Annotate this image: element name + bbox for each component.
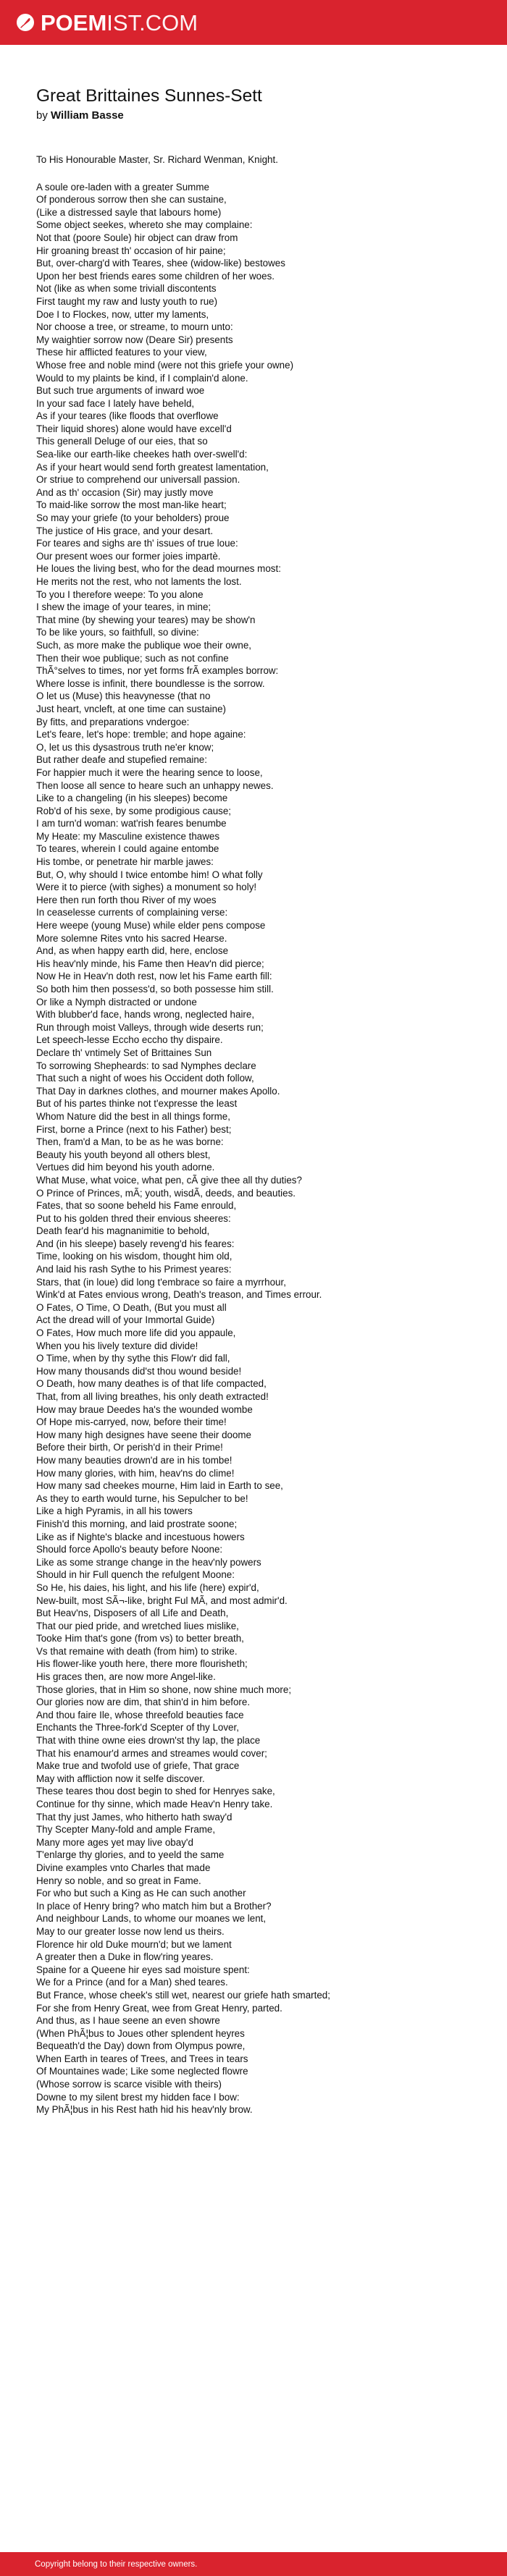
poem-line: Should in hir Full quench the refulgent Moone: xyxy=(36,1569,235,1581)
poem-line: Whom Nature did the best in all things forme, xyxy=(36,1110,230,1122)
poem-content xyxy=(36,85,478,2116)
poem-line: His flower-like youth here, there more flourisheth; xyxy=(36,1658,248,1670)
poem-line: How many thousands did'st thou wound beside! xyxy=(36,1365,242,1377)
poem-line: Our glories now are dim, that shin'd in him before. xyxy=(36,1697,251,1708)
poem-line: When Earth in teares of Trees, and Trees in tears xyxy=(36,2053,248,2064)
poem-line: So both him then possess'd, so both possesse him still. xyxy=(36,984,274,994)
poem-line: My PhÃ¦bus in his Rest hath hid his heav'nly brow. xyxy=(36,2104,253,2116)
poem-line: Run through moist Valleys, through wide deserts run; xyxy=(36,1021,264,1033)
poem-line: With blubber'd face, hands wrong, neglected haire, xyxy=(36,1009,255,1021)
poem-line: Let speech-lesse Eccho eccho thy dispaire. xyxy=(36,1034,223,1046)
poem-line: Nor choose a tree, or streame, to mourn unto: xyxy=(36,321,233,333)
poem-line: How many high designes have seene their doome xyxy=(36,1429,252,1440)
footer-copyright: Copyright belong to their respective owners. xyxy=(35,2559,198,2569)
site-header xyxy=(0,0,507,45)
poem-line: Like as some strange change in the heav'nly powers xyxy=(36,1556,261,1568)
poem-line: How many glories, with him, heav'ns do clime! xyxy=(36,1467,235,1479)
poem-line: In your sad face I lately have beheld, xyxy=(36,397,195,409)
poem-line: Now He in Heav'n doth rest, now let his Fame earth fill: xyxy=(36,971,272,982)
poem-line: May to our greater losse now lend us theirs. xyxy=(36,1925,225,1937)
poem-line: And thus, as I haue seene an even showre xyxy=(36,2015,220,2027)
poem-line: For who but such a King as He can such another xyxy=(36,1888,246,1899)
poem-line: That with thine owne eies drown'st thy lap, the place xyxy=(36,1735,261,1747)
poem-line: That his enamour'd armes and streames would cover; xyxy=(36,1747,267,1759)
poem-dedication: To His Honourable Master, Sr. Richard Wenman, Knight. xyxy=(36,154,278,165)
poem-line: Then loose all sence to heare such an unhappy newes. xyxy=(36,780,274,791)
poem-line: Hir groaning breast th' occasion of hir paine; xyxy=(36,245,226,256)
poem-line: Would to my plaints be kind, if I complain'd alone. xyxy=(36,372,248,384)
poem-line: I shew the image of your teares, in mine; xyxy=(36,601,211,613)
poem-line: That, from all living breathes, his only death extracted! xyxy=(36,1391,269,1402)
poem-line: To be like yours, so faithfull, so divine: xyxy=(36,627,199,638)
poem-line: May with affliction now it selfe discover. xyxy=(36,1773,205,1784)
poem-line: Like as if Nighte's blacke and incestuous howers xyxy=(36,1531,245,1542)
site-footer xyxy=(0,2552,507,2576)
poem-line: That Day in darknes clothes, and mourner makes Apollo. xyxy=(36,1085,280,1097)
poem-line: Such, as more make the publique woe their owne, xyxy=(36,639,251,651)
poem-line: (Like a distressed sayle that labours home) xyxy=(36,206,222,218)
poem-line: Downe to my silent brest my hidden face I bow: xyxy=(36,2091,240,2103)
poem-line: And laid his rash Sythe to his Primest yeares: xyxy=(36,1264,232,1275)
poem-line: Vertues did him beyond his youth adorne. xyxy=(36,1162,215,1173)
poem-line: Here then run forth thou River of my woes xyxy=(36,894,217,905)
poem-line: Where losse is infinit, there boundlesse is the sorrow. xyxy=(36,677,265,689)
poem-byline xyxy=(36,109,478,123)
poem-line: Then their woe publique; such as not confine xyxy=(36,652,229,664)
poem-line: His heav'nly minde, his Fame then Heav'n did pierce; xyxy=(36,958,264,969)
poem-line: Let's feare, let's hope: tremble; and hope againe: xyxy=(36,729,246,740)
poem-line: Vs that remaine with death (from him) to strike. xyxy=(36,1645,238,1657)
poem-line: For teares and sighs are th' issues of true loue: xyxy=(36,538,238,549)
poem-line: By fitts, and preparations vndergoe: xyxy=(36,716,190,727)
poem-line: Many more ages yet may live obay'd xyxy=(36,1836,193,1848)
poem-line: He loues the living best, who for the dead mournes most: xyxy=(36,563,281,575)
poem-body xyxy=(36,181,478,2116)
poem-line: Finish'd this morning, and laid prostrate soone; xyxy=(36,1518,238,1529)
poem-line: My waightier sorrow now (Deare Sir) presents xyxy=(36,334,233,345)
poem-line: Put to his golden thred their envious sheeres: xyxy=(36,1212,231,1224)
poem-line: Spaine for a Queene hir eyes sad moisture spent: xyxy=(36,1964,250,1975)
poem-line: Time, looking on his wisdom, thought him old, xyxy=(36,1251,232,1262)
poem-line: T'enlarge thy glories, and to yeeld the same xyxy=(36,1849,225,1861)
poem-line: O Fates, How much more life did you appaule, xyxy=(36,1327,236,1339)
poem-line: To sorrowing Shepheards: to sad Nymphes declare xyxy=(36,1060,256,1071)
poem-line: But Heav'ns, Disposers of all Life and Death, xyxy=(36,1608,229,1619)
poem-line: O Time, when by thy sythe this Flow'r did fall, xyxy=(36,1353,230,1364)
poem-line: And thou faire Ile, whose threefold beauties face xyxy=(36,1709,244,1720)
poem-line: (When PhÃ¦bus to Joues other splendent heyres xyxy=(36,2027,245,2039)
poem-line: Of ponderous sorrow then she can sustaine, xyxy=(36,194,227,206)
poem-line: Divine examples vnto Charles that made xyxy=(36,1862,211,1873)
poem-line: His tombe, or penetrate hir marble jawes: xyxy=(36,856,214,868)
poem-line: But rather deafe and stupefied remaine: xyxy=(36,754,207,766)
poem-line: Before their birth, Or perish'd in their Prime! xyxy=(36,1442,223,1453)
poem-line: My Heate: my Masculine existence thawes xyxy=(36,830,220,842)
poem-line: To teares, wherein I could againe entombe xyxy=(36,843,219,855)
poem-line: And neighbour Lands, to whome our moanes we lent, xyxy=(36,1913,267,1925)
poem-line: Should force Apollo's beauty before Noone: xyxy=(36,1544,223,1555)
poem-line: As if your heart would send forth greatest lamentation, xyxy=(36,461,269,473)
poem-line: Thy Scepter Many-fold and ample Frame, xyxy=(36,1824,216,1836)
poem-line: I am turn'd woman: wat'rish feares benumbe xyxy=(36,818,227,829)
poem-line: How many sad cheekes mourne, Him laid in Earth to see, xyxy=(36,1480,283,1492)
poem-line: These teares thou dost begin to shed for Henryes sake, xyxy=(36,1786,275,1797)
poem-line: First taught my raw and lusty youth to rue) xyxy=(36,295,218,307)
poem-line: Make true and twofold use of griefe, That grace xyxy=(36,1760,240,1772)
poem-line: ThÃ°selves to times, nor yet forms frÃ examples borrow: xyxy=(36,665,279,677)
poem-line: How may braue Deedes ha's the wounded wombe xyxy=(36,1403,253,1415)
poem-line: (Whose sorrow is scarce visible with theirs) xyxy=(36,2079,222,2090)
poem-line: First, borne a Prince (next to his Father) best; xyxy=(36,1123,232,1135)
poem-line: More solemne Rites vnto his sacred Hearse. xyxy=(36,932,227,944)
poem-line: O Fates, O Time, O Death, (But you must all xyxy=(36,1301,227,1313)
author-name[interactable]: William Basse xyxy=(51,109,124,122)
poem-line: That mine (by shewing your teares) may be show'n xyxy=(36,614,256,625)
poem-line: A greater then a Duke in flow'ring yeares. xyxy=(36,1951,214,1963)
poem-line: That such a night of woes his Occident doth follow, xyxy=(36,1073,254,1084)
poem-line: Of Mountaines wade; Like some neglected flowre xyxy=(36,2066,248,2077)
poem-line: Were it to pierce (with sighes) a monument so holy! xyxy=(36,882,257,893)
poem-line: Declare th' vntimely Set of Brittaines Sun xyxy=(36,1047,212,1058)
poem-line: Sea-like our earth-like cheekes hath over-swell'd: xyxy=(36,449,248,460)
poem-line: Or striue to comprehend our universall passion. xyxy=(36,474,240,486)
poem-line: How many beauties drown'd are in his tombe! xyxy=(36,1454,232,1466)
poem-line: O Prince of Princes, mÃ; youth, wisdÃ, deeds, and beauties. xyxy=(36,1187,296,1199)
poem-line: Henry so noble, and so great in Fame. xyxy=(36,1875,201,1886)
poem-line: Upon her best friends eares some children of her woes. xyxy=(36,270,275,282)
poem-line: That our pied pride, and wretched liues mislike, xyxy=(36,1620,239,1631)
poem-line: Rob'd of his sexe, by some prodigious cause; xyxy=(36,805,232,816)
by-label: by xyxy=(36,109,48,122)
poem-line: O Death, how many deathes is of that life compacted, xyxy=(36,1378,267,1390)
poem-line: Tooke Him that's gone (from vs) to better breath, xyxy=(36,1633,244,1644)
poem-line: That thy just James, who hitherto hath sway'd xyxy=(36,1811,232,1823)
poem-line: His graces then, are now more Angel-like. xyxy=(36,1671,216,1683)
poem-line: Fates, that so soone beheld his Fame enrould, xyxy=(36,1200,237,1212)
poem-line: We for a Prince (and for a Man) shed teares. xyxy=(36,1977,228,1988)
poem-line: Bequeath'd the Day) down from Olympus powre, xyxy=(36,2040,246,2052)
poem-line: Continue for thy sinne, which made Heav'n Henry take. xyxy=(36,1799,273,1809)
poem-line: Not (like as when some triviall discontents xyxy=(36,283,217,295)
logo-text-bold: POEM xyxy=(41,9,107,35)
poem-line: Death fear'd his magnanimitie to behold, xyxy=(36,1225,210,1237)
logo-text-light: IST.COM xyxy=(106,9,198,35)
poem-line: But France, whose cheek's still wet, nearest our griefe hath smarted; xyxy=(36,1989,330,2001)
poem-line: Florence hir old Duke mourn'd; but we lament xyxy=(36,1938,232,1950)
poem-line: Wink'd at Fates envious wrong, Death's treason, and Times errour. xyxy=(36,1289,322,1301)
poem-line: This generall Deluge of our eies, that so xyxy=(36,436,208,447)
poem-line: Act the dread will of your Immortal Guide) xyxy=(36,1314,215,1326)
poem-line: When you his lively texture did divide! xyxy=(36,1340,198,1351)
poem-line: But, over-charg'd with Teares, shee (widow-like) bestowes xyxy=(36,258,285,269)
poem-line: Doe I to Flockes, now, utter my laments, xyxy=(36,308,209,320)
poem-line: And (in his sleepe) basely reveng'd his feares: xyxy=(36,1238,235,1249)
poem-line: And as th' occasion (Sir) may justly move xyxy=(36,486,214,498)
poem-title: Great Brittaines Sunnes-Sett xyxy=(36,86,262,106)
poem-line: Our present woes our former joies impartè. xyxy=(36,550,221,562)
site-logo[interactable] xyxy=(16,9,198,35)
poem-line: O let us (Muse) this heavynesse (that no xyxy=(36,691,211,702)
poem-line: But of his partes thinke not t'expresse the least xyxy=(36,1098,238,1110)
poem-line: To maid-like sorrow the most man-like heart; xyxy=(36,499,227,511)
poem-line: Whose free and noble mind (were not this griefe your owne) xyxy=(36,359,294,371)
poem-line: Here weepe (young Muse) while elder pens compose xyxy=(36,920,266,932)
poem-line: He merits not the rest, who not laments the lost. xyxy=(36,576,242,587)
poem-line: In ceaselesse currents of complaining verse: xyxy=(36,907,228,919)
poem-line: Of Hope mis-carryed, now, before their time! xyxy=(36,1416,227,1428)
poem-line: Or like a Nymph distracted or undone xyxy=(36,996,197,1008)
poem-line: A soule ore-laden with a greater Summe xyxy=(36,181,209,193)
feather-quill-icon xyxy=(16,13,35,32)
poem-line: For she from Henry Great, wee from Great Henry, parted. xyxy=(36,2002,282,2014)
poem-line: O, let us this dysastrous truth ne'er know; xyxy=(36,741,214,753)
poem-line: Some object seekes, whereto she may complaine: xyxy=(36,219,253,231)
poem-line: To you I therefore weepe: To you alone xyxy=(36,588,204,600)
poem-line: As they to earth would turne, his Sepulcher to be! xyxy=(36,1492,248,1504)
poem-line: In place of Henry bring? who match him but a Brother? xyxy=(36,1900,272,1912)
poem-line: So may your griefe (to your beholders) proue xyxy=(36,512,230,524)
poem-line: Just heart, vncleft, at one time can sustaine) xyxy=(36,703,226,714)
poem-line: Stars, that (in loue) did long t'embrace so faire a myrrhour, xyxy=(36,1276,286,1288)
poem-line: But such true arguments of inward woe xyxy=(36,385,205,397)
poem-line: Enchants the Three-fork'd Scepter of thy Lover, xyxy=(36,1722,239,1733)
poem-line: The justice of His grace, and your desart. xyxy=(36,525,214,536)
poem-line: New-built, most SÃ¬-like, bright Ful MÃ, and most admir'd. xyxy=(36,1595,288,1606)
poem-line: Like to a changeling (in his sleepes) become xyxy=(36,793,228,804)
poem-line: Then, fram'd a Man, to be as he was borne: xyxy=(36,1136,224,1148)
poem-line: Beauty his youth beyond all others blest, xyxy=(36,1149,211,1160)
poem-line: These hir afflicted features to your view, xyxy=(36,347,207,358)
poem-line: So He, his daies, his light, and his life (here) expir'd, xyxy=(36,1582,259,1593)
poem-line: What Muse, what voice, what pen, cÃ give thee all thy duties? xyxy=(36,1174,302,1186)
poem-line: As if your teares (like floods that overflowe xyxy=(36,410,219,422)
poem-line: But, O, why should I twice entombe him! O what folly xyxy=(36,869,263,880)
poem-line: Like a high Pyramis, in all his towers xyxy=(36,1506,193,1517)
poem-line: Their liquid shores) alone would have excell'd xyxy=(36,423,232,434)
poem-line: Not that (poore Soule) hir object can draw from xyxy=(36,232,238,243)
poem-line: For happier much it were the hearing sence to loose, xyxy=(36,767,263,778)
poem-line: Those glories, that in Him so shone, now shine much more; xyxy=(36,1684,292,1695)
poem-line: And, as when happy earth did, here, enclose xyxy=(36,945,229,957)
